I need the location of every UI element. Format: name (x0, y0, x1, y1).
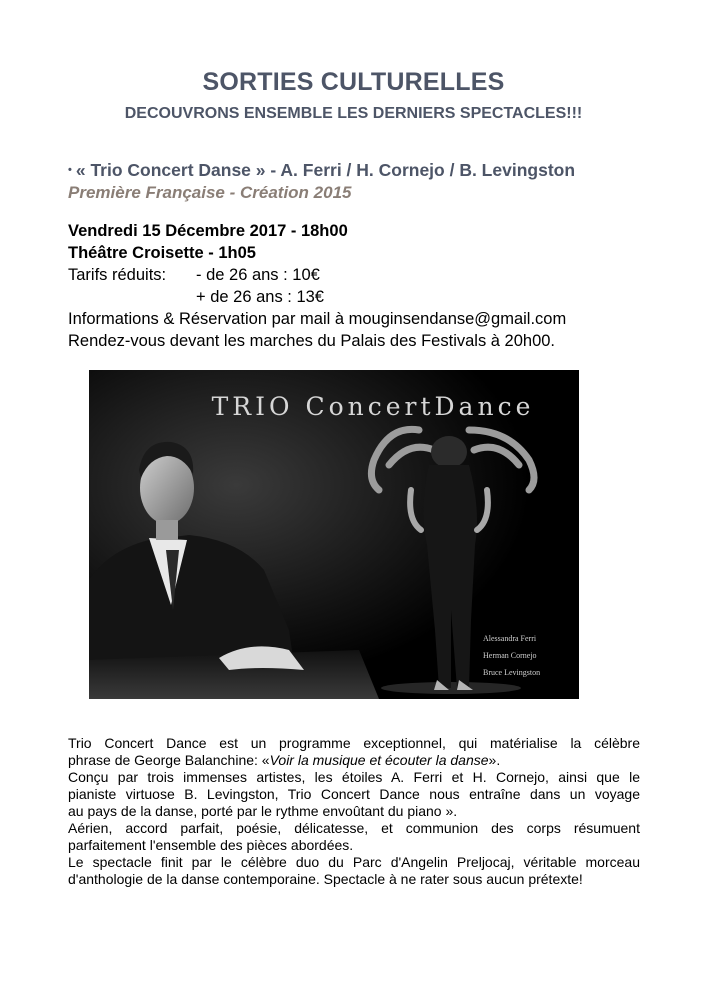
event-subtitle: Première Française - Création 2015 (68, 183, 352, 202)
tarifs-label: Tarifs réduits: (68, 266, 167, 284)
description-line: Aérien, accord parfait, poésie, délicatesse, et communion des corps résumuent (68, 820, 640, 836)
description-line: au pays de la danse, porté par le rythme envoûtant du piano ». (68, 803, 458, 819)
text-span: phrase de George Balanchine: « (68, 752, 270, 768)
description-line: Conçu par trois immenses artistes, les étoiles A. Ferri et H. Cornejo, ainsi que le (68, 769, 640, 785)
poster-image (89, 370, 579, 699)
bullet: • (68, 164, 72, 176)
text-span: ». (488, 752, 501, 768)
credit-ferri: Alessandra Ferri (483, 634, 537, 643)
description-line: pianiste virtuose B. Levingston, Trio Concert Dance nous entraîne dans un voyage (68, 786, 640, 802)
rendezvous-info: Rendez-vous devant les marches du Palais des Festivals à 20h00. (68, 332, 556, 350)
tarif-over-26: + de 26 ans : 13€ (196, 288, 324, 306)
event-venue: Théâtre Croisette - 1h05 (68, 244, 256, 262)
tarif-under-26: - de 26 ans : 10€ (196, 266, 320, 284)
credit-levingston: Bruce Levingston (483, 668, 541, 677)
reservation-info: Informations & Réservation par mail à mouginsendanse@gmail.com (68, 310, 567, 328)
description-line: parfaitement l'ensemble des pièces abordées. (68, 837, 354, 853)
poster-credits (483, 630, 540, 681)
event-date: Vendredi 15 Décembre 2017 - 18h00 (68, 222, 348, 240)
description-line: Le spectacle finit par le célèbre duo du Parc d'Angelin Preljocaj, véritable morceau (68, 854, 640, 870)
description-line: Trio Concert Dance est un programme exceptionnel, qui matérialise la célèbre (68, 735, 640, 751)
description-line: d'anthologie de la danse contemporaine. Spectacle à ne rater sous aucun prétexte! (68, 871, 583, 887)
credit-cornejo: Herman Cornejo (483, 651, 537, 660)
poster-title: TRIO ConcertDance (211, 392, 535, 421)
description-line (68, 752, 640, 769)
balanchine-quote: Voir la musique et écouter la danse (269, 752, 489, 768)
event-description (68, 735, 640, 888)
page-subtitle: DECOUVRONS ENSEMBLE LES DERNIERS SPECTACLES!!! (124, 105, 583, 122)
event-title (68, 160, 575, 181)
event-title-text: « Trio Concert Danse » - A. Ferri / H. Cornejo / B. Levingston (75, 160, 576, 180)
page-title: SORTIES CULTURELLES (202, 68, 505, 96)
